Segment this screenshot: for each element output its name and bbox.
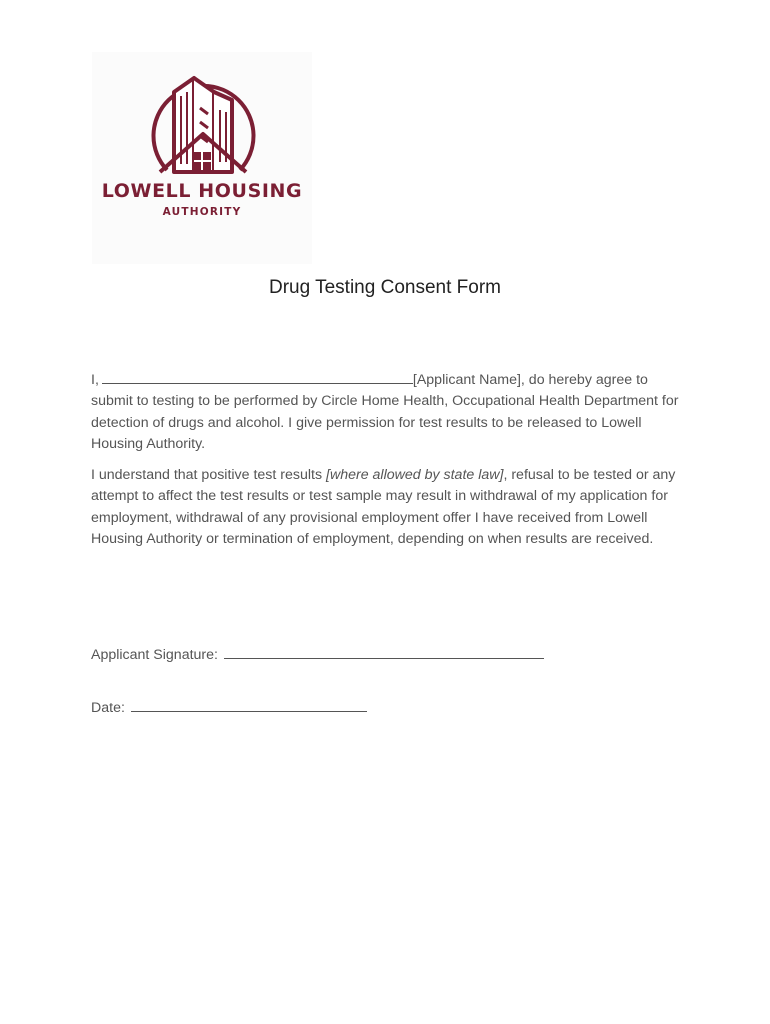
signature-blank[interactable] xyxy=(224,645,544,659)
acknowledgement-paragraph xyxy=(91,465,681,550)
date-label: Date: xyxy=(91,700,125,716)
organization-logo xyxy=(92,52,312,264)
signature-row xyxy=(91,645,544,663)
acknowledgement-italic-note: [where allowed by state law] xyxy=(326,467,504,483)
logo-org-name: LOWELL HOUSING xyxy=(101,180,303,202)
acknowledgement-text-start: I understand that positive test results xyxy=(91,467,327,483)
consent-paragraph xyxy=(91,370,681,455)
acknowledgement-text-end: , refusal to be tested or any attempt to affect the test results or test sample may result in withdrawal of my application for employment, withdrawal of any provisional employment offer I have received from Lowell Housing Authority or termination of employment, depending on when results are received. xyxy=(91,467,676,547)
logo-org-subtitle: AUTHORITY xyxy=(162,206,242,218)
applicant-name-blank[interactable] xyxy=(102,370,413,384)
consent-prefix: I, xyxy=(91,372,99,388)
form-title: Drug Testing Consent Form xyxy=(269,277,501,298)
building-house-logo-icon xyxy=(92,52,312,264)
consent-text: [Applicant Name], do hereby agree to submit to testing to be performed by Circle Home Health, Occupational Health Department for detection of drugs and alcohol. I give permission for test results to be released to Lowell Housing Authority. xyxy=(91,372,679,452)
date-blank[interactable] xyxy=(131,698,367,712)
date-row xyxy=(91,698,367,716)
signature-label: Applicant Signature: xyxy=(91,647,218,663)
